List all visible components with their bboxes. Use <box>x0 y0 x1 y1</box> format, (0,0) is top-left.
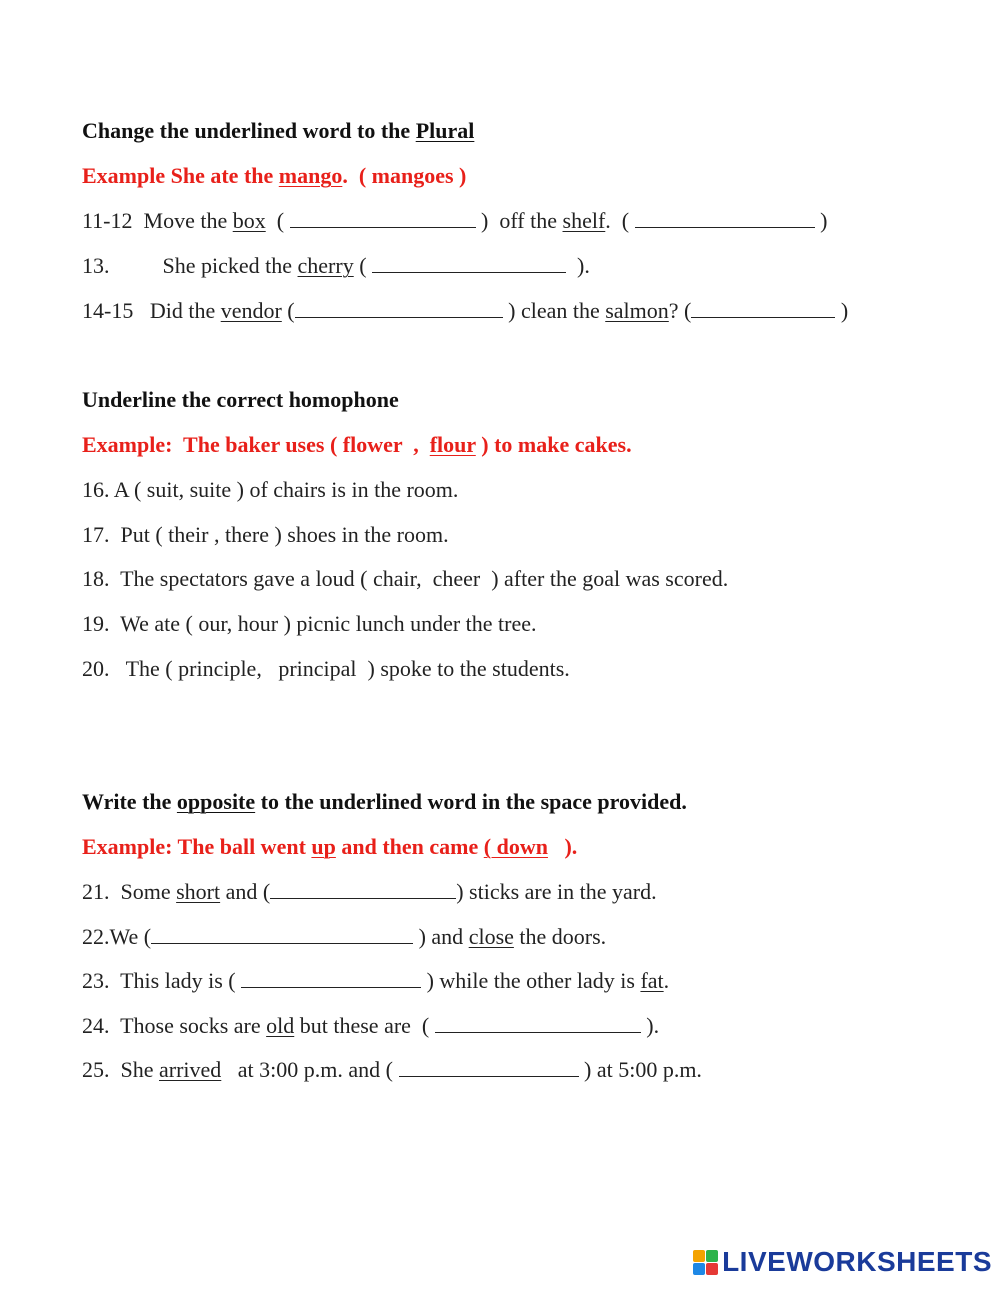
answer-blank-23[interactable] <box>241 967 421 988</box>
paren-open: and ( <box>220 879 271 904</box>
logo-block <box>693 1250 705 1262</box>
question-text: ) and <box>418 924 469 949</box>
underlined-word: short <box>176 879 221 904</box>
question-text: ) off the <box>481 208 563 233</box>
liveworksheets-logo[interactable] <box>693 1247 992 1277</box>
heading-text: Change the underlined word to the <box>82 118 416 143</box>
underlined-word: old <box>266 1013 295 1038</box>
heading-underlined-word: opposite <box>176 789 256 814</box>
answer-blank-15[interactable] <box>691 297 835 318</box>
section1-heading <box>82 117 474 145</box>
paren-close: ) <box>820 208 828 233</box>
answer-blank-24[interactable] <box>435 1012 641 1033</box>
question-11-12 <box>82 207 827 235</box>
question-text: ) sticks are in the yard. <box>456 879 657 904</box>
paren-open: ( <box>281 298 295 323</box>
section2-heading: Underline the correct homophone <box>82 387 399 412</box>
paren-open: . ( <box>605 208 630 233</box>
logo-block <box>706 1250 718 1262</box>
answer-blank-22[interactable] <box>151 923 413 944</box>
section1-example <box>82 162 466 190</box>
underlined-word: arrived <box>159 1057 222 1082</box>
paren-close: ). <box>646 1013 660 1038</box>
answer-blank-25[interactable] <box>399 1056 579 1077</box>
question-17[interactable]: 17. Put ( their , there ) shoes in the room. <box>82 522 449 547</box>
answer-blank-11[interactable] <box>290 207 476 228</box>
answer-blank-12[interactable] <box>635 207 815 228</box>
logo-block <box>693 1263 705 1275</box>
paren-open: at 3:00 p.m. and ( <box>221 1057 393 1082</box>
underlined-word: box <box>232 208 266 233</box>
question-number: 13. <box>82 253 110 278</box>
underlined-word: fat <box>640 968 664 993</box>
example-word: mango <box>278 163 343 188</box>
question-text: . <box>663 968 670 993</box>
question-text: 25. She <box>82 1057 159 1082</box>
question-text: She picked the <box>162 253 298 278</box>
question-16[interactable]: 16. A ( suit, suite ) of chairs is in the room. <box>82 477 459 502</box>
paren-open: ? ( <box>668 298 692 323</box>
example-text: and then came <box>335 834 484 859</box>
example-answer: ( down <box>483 834 548 859</box>
question-21 <box>82 878 657 906</box>
example-text: Example: The ball went <box>82 834 312 859</box>
example-text: ). <box>547 834 578 859</box>
section2-example <box>82 431 632 459</box>
example-answer: . ( mangoes ) <box>342 163 467 188</box>
example-word: up <box>311 834 336 859</box>
question-18[interactable]: 18. The spectators gave a loud ( chair, cheer ) after the goal was scored. <box>82 566 729 591</box>
question-24 <box>82 1012 659 1040</box>
section3-example <box>82 833 577 861</box>
example-text: Example She ate the <box>82 163 279 188</box>
paren-close: ). <box>566 253 590 278</box>
question-text: ) while the other lady is <box>426 968 641 993</box>
section3-heading <box>82 788 687 816</box>
question-23 <box>82 967 669 995</box>
logo-blocks-icon <box>693 1250 718 1275</box>
example-text: ) to make cakes. <box>475 432 632 457</box>
question-13 <box>82 252 590 280</box>
example-word: flour <box>429 432 476 457</box>
answer-blank-14[interactable] <box>295 297 503 318</box>
answer-blank-13[interactable] <box>372 252 566 273</box>
question-text: 11-12 Move the <box>82 208 233 233</box>
question-text: 14-15 Did the <box>82 298 221 323</box>
example-text: Example: The baker uses ( flower , <box>82 432 430 457</box>
brand-name: LIVEWORKSHEETS <box>722 1246 992 1277</box>
logo-block <box>706 1263 718 1275</box>
question-19[interactable]: 19. We ate ( our, hour ) picnic lunch under the tree. <box>82 611 537 636</box>
heading-text: to the underlined word in the space provided. <box>255 789 687 814</box>
paren-open: ( <box>353 253 373 278</box>
question-14-15 <box>82 297 848 325</box>
question-22 <box>82 923 606 951</box>
paren-open: but these are ( <box>294 1013 430 1038</box>
underlined-word: salmon <box>605 298 669 323</box>
underlined-word: close <box>468 924 514 949</box>
question-text: the doors. <box>513 924 607 949</box>
question-text: 21. Some <box>82 879 177 904</box>
question-text: 22.We ( <box>82 924 152 949</box>
question-text: 24. Those socks are <box>82 1013 267 1038</box>
question-25 <box>82 1056 702 1084</box>
question-text: ) clean the <box>508 298 606 323</box>
paren-close: ) <box>840 298 849 323</box>
underlined-word: vendor <box>220 298 282 323</box>
paren-open: ( <box>265 208 285 233</box>
question-text: ) at 5:00 p.m. <box>584 1057 702 1082</box>
answer-blank-21[interactable] <box>270 878 456 899</box>
question-20[interactable]: 20. The ( principle, principal ) spoke to the students. <box>82 656 570 681</box>
heading-text: Write the <box>82 789 177 814</box>
heading-underlined-word: Plural <box>415 118 475 143</box>
underlined-word: cherry <box>297 253 354 278</box>
underlined-word: shelf <box>562 208 606 233</box>
question-text: 23. This lady is ( <box>82 968 236 993</box>
